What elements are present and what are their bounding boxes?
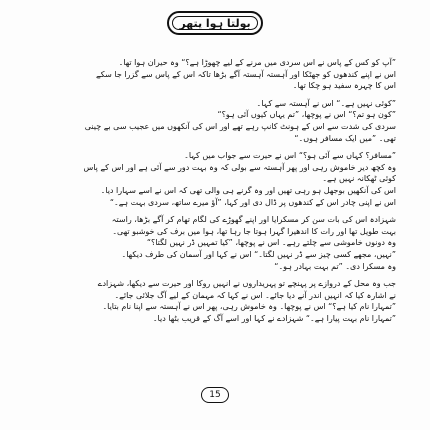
- text-line: بہت طویل تھا اور رات کا اندھیرا گہرا ہوتا جا رہا تھا، ہوا میں برف کی خوشبو تھی۔: [112, 226, 396, 236]
- text-line: اس نے اپنے کندھوں کو جھٹکا اور آہستہ آہستہ آگے بڑھا تاکہ اس کے پاس سے گزرا جا سکے: [96, 69, 396, 79]
- text-line: سردی کی شدت سے اس کے ہونٹ کانپ رہے تھے اور اس کی آنکھوں میں عجیب سی بے چینی: [84, 121, 396, 131]
- text-line: ”کوئی نہیں ہے۔“ اس نے آہستہ سے کہا۔: [256, 98, 396, 108]
- text-line: نے اشارہ کیا کہ انہیں اندر آنے دیا جائے۔ اس نے کہا کہ مہمان کے لیے آگ جلائی جائے۔: [114, 290, 396, 300]
- text-line: اس کی آنکھیں بوجھل ہو رہی تھیں اور وہ گرنے ہی والی تھی کہ اس نے اسے سہارا دیا۔: [100, 185, 396, 195]
- text-line: وہ دونوں خاموشی سے چلتے رہے۔ اس نے پوچھا، ”کیا تمہیں ڈر نہیں لگتا؟“: [146, 238, 396, 248]
- text-line: اس کا چہرہ سفید ہو چکا تھا۔: [292, 81, 396, 91]
- chapter-title-badge: [167, 11, 263, 35]
- body-text: [34, 57, 396, 377]
- text-line: ”آپ کو کس کے پاس نے اس سردی میں مرنے کے لیے چھوڑا ہے؟“ وہ حیران ہوا تھا۔: [118, 58, 396, 67]
- text-line: ”تمہارا نام بہت پیارا ہے۔“ شہزادے نے کہا اور اسے آگ کے قریب بٹھا دیا۔: [152, 313, 396, 323]
- chapter-title: بولتا ہوا پتھر: [179, 16, 251, 30]
- text-line: اس نے اپنی چادر اس کے کندھوں پر ڈال دی اور کہا، ”آؤ میرے ساتھ، سردی بہت ہے۔“: [109, 197, 396, 207]
- text-line: وہ کچھ دیر خاموش رہی اور پھر آہستہ سے بولی کہ وہ بہت دور سے آئی ہے اور اس کے پاس: [83, 162, 396, 172]
- text-line: ”کون ہو تم؟“ اس نے پوچھا، ”تم یہاں کیوں آئی ہو؟“: [217, 110, 396, 120]
- text-line: تھی۔ ”میں ایک مسافر ہوں۔“: [294, 133, 396, 143]
- text-line: جب وہ محل کے دروازے پر پہنچے تو پہریداروں نے انہیں روکا اور حیرت سے دیکھا، شہزادے: [97, 279, 396, 289]
- text-line: ”نہیں، مجھے کسی چیز سے ڈر نہیں لگتا۔“ اس نے کہا اور آسمان کی طرف دیکھا۔: [121, 249, 396, 259]
- text-line: کوئی ٹھکانہ نہیں ہے۔: [322, 174, 396, 184]
- text-line: ”تمہارا نام کیا ہے؟“ اس نے پوچھا۔ وہ خاموش رہی، پھر اس نے آہستہ سے اپنا نام بتایا۔: [102, 302, 396, 312]
- page-number: 15: [209, 390, 221, 400]
- text-line: شہزادہ اس کی بات سن کر مسکرایا اور اپنے گھوڑے کی لگام تھام کر آگے بڑھا، راستہ: [111, 215, 396, 225]
- text-line: وہ مسکرا دی۔ ”تم بہت بہادر ہو۔“: [274, 261, 396, 271]
- page-number-badge: [201, 387, 229, 403]
- text-line: ”مسافر؟ کہاں سے آئی ہو؟“ اس نے حیرت سے جواب میں کہا۔: [184, 151, 396, 161]
